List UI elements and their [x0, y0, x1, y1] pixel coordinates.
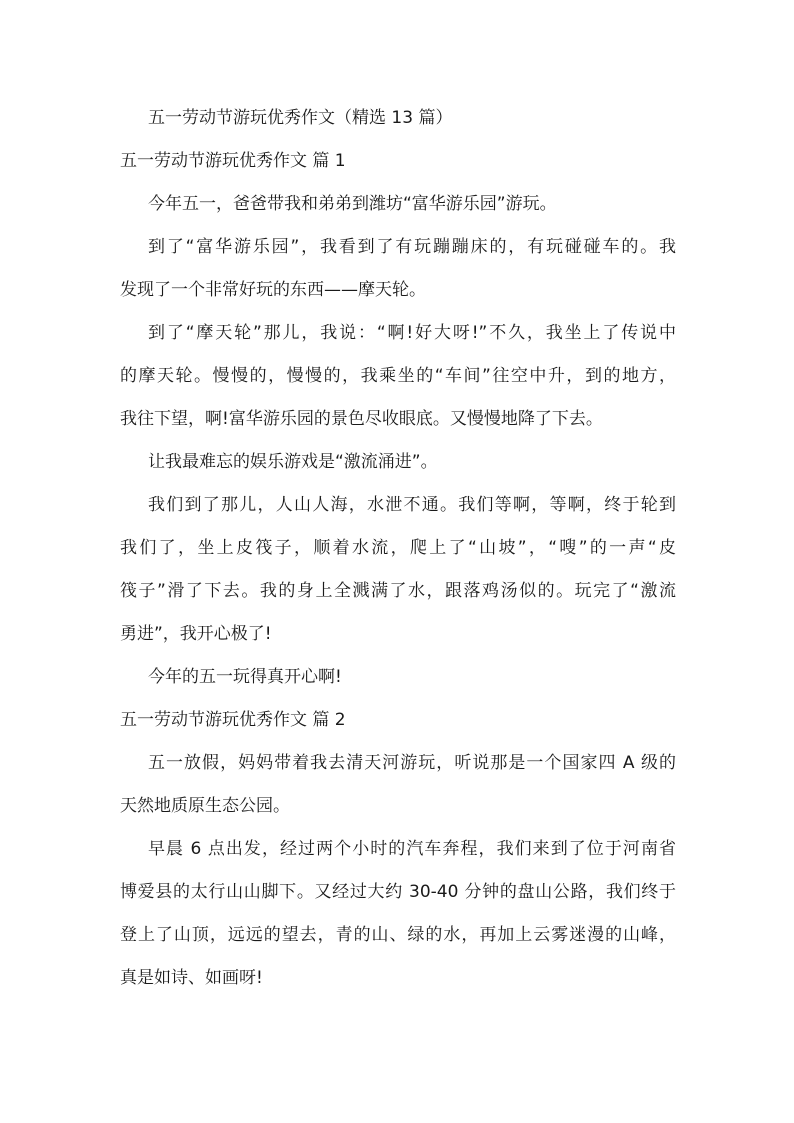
section-2-paragraph-2-line-3: 登上了山顶，远远的望去，青的山、绿的水，再加上云雾迷漫的山峰，: [120, 925, 676, 945]
document-title: 五一劳动节游玩优秀作文（精选 13 篇）: [148, 108, 453, 128]
section-2-paragraph-1-line-2: 天然地质原生态公园。: [120, 796, 290, 816]
section-1-paragraph-5-line-4: 勇进”，我开心极了!: [120, 624, 272, 644]
section-1-paragraph-3-line-3: 我往下望，啊!富华游乐园的景色尽收眼底。又慢慢地降了下去。: [120, 409, 603, 429]
section-1-paragraph-3-line-1: 到了“摩天轮”那儿，我说：“啊!好大呀!”不久，我坐上了传说中: [148, 323, 676, 343]
section-2-paragraph-2-line-4: 真是如诗、如画呀!: [120, 968, 263, 988]
section-2-heading: 五一劳动节游玩优秀作文 篇 2: [120, 710, 346, 730]
section-1-paragraph-4-line-1: 让我最难忘的娱乐游戏是“激流涌进”。: [148, 452, 438, 472]
section-1-paragraph-5-line-3: 筏子”滑了下去。我的身上全溅满了水，跟落鸡汤似的。玩完了“激流: [120, 581, 676, 601]
section-2-paragraph-1-line-1: 五一放假，妈妈带着我去清天河游玩，听说那是一个国家四 A 级的: [148, 753, 676, 773]
section-1-heading: 五一劳动节游玩优秀作文 篇 1: [120, 151, 346, 171]
section-1-paragraph-2-line-1: 到了“富华游乐园”，我看到了有玩蹦蹦床的，有玩碰碰车的。我: [148, 237, 676, 257]
section-2-paragraph-2-line-2: 博爱县的太行山山脚下。又经过大约 30-40 分钟的盘山公路，我们终于: [120, 882, 676, 902]
section-2-paragraph-2-line-1: 早晨 6 点出发，经过两个小时的汽车奔程，我们来到了位于河南省: [148, 839, 676, 859]
section-1-paragraph-5-line-1: 我们到了那儿，人山人海，水泄不通。我们等啊，等啊，终于轮到: [148, 495, 676, 515]
section-1-paragraph-3-line-2: 的摩天轮。慢慢的，慢慢的，我乘坐的“车间”往空中升，到的地方，: [120, 366, 676, 386]
section-1-paragraph-6-line-1: 今年的五一玩得真开心啊!: [148, 667, 342, 687]
section-1-paragraph-5-line-2: 我们了，坐上皮筏子，顺着水流，爬上了“山坡”，“嗖”的一声“皮: [120, 538, 676, 558]
section-1-paragraph-1-line-1: 今年五一，爸爸带我和弟弟到潍坊“富华游乐园”游玩。: [148, 194, 557, 214]
section-1-paragraph-2-line-2: 发现了一个非常好玩的东西——摩天轮。: [120, 280, 426, 300]
